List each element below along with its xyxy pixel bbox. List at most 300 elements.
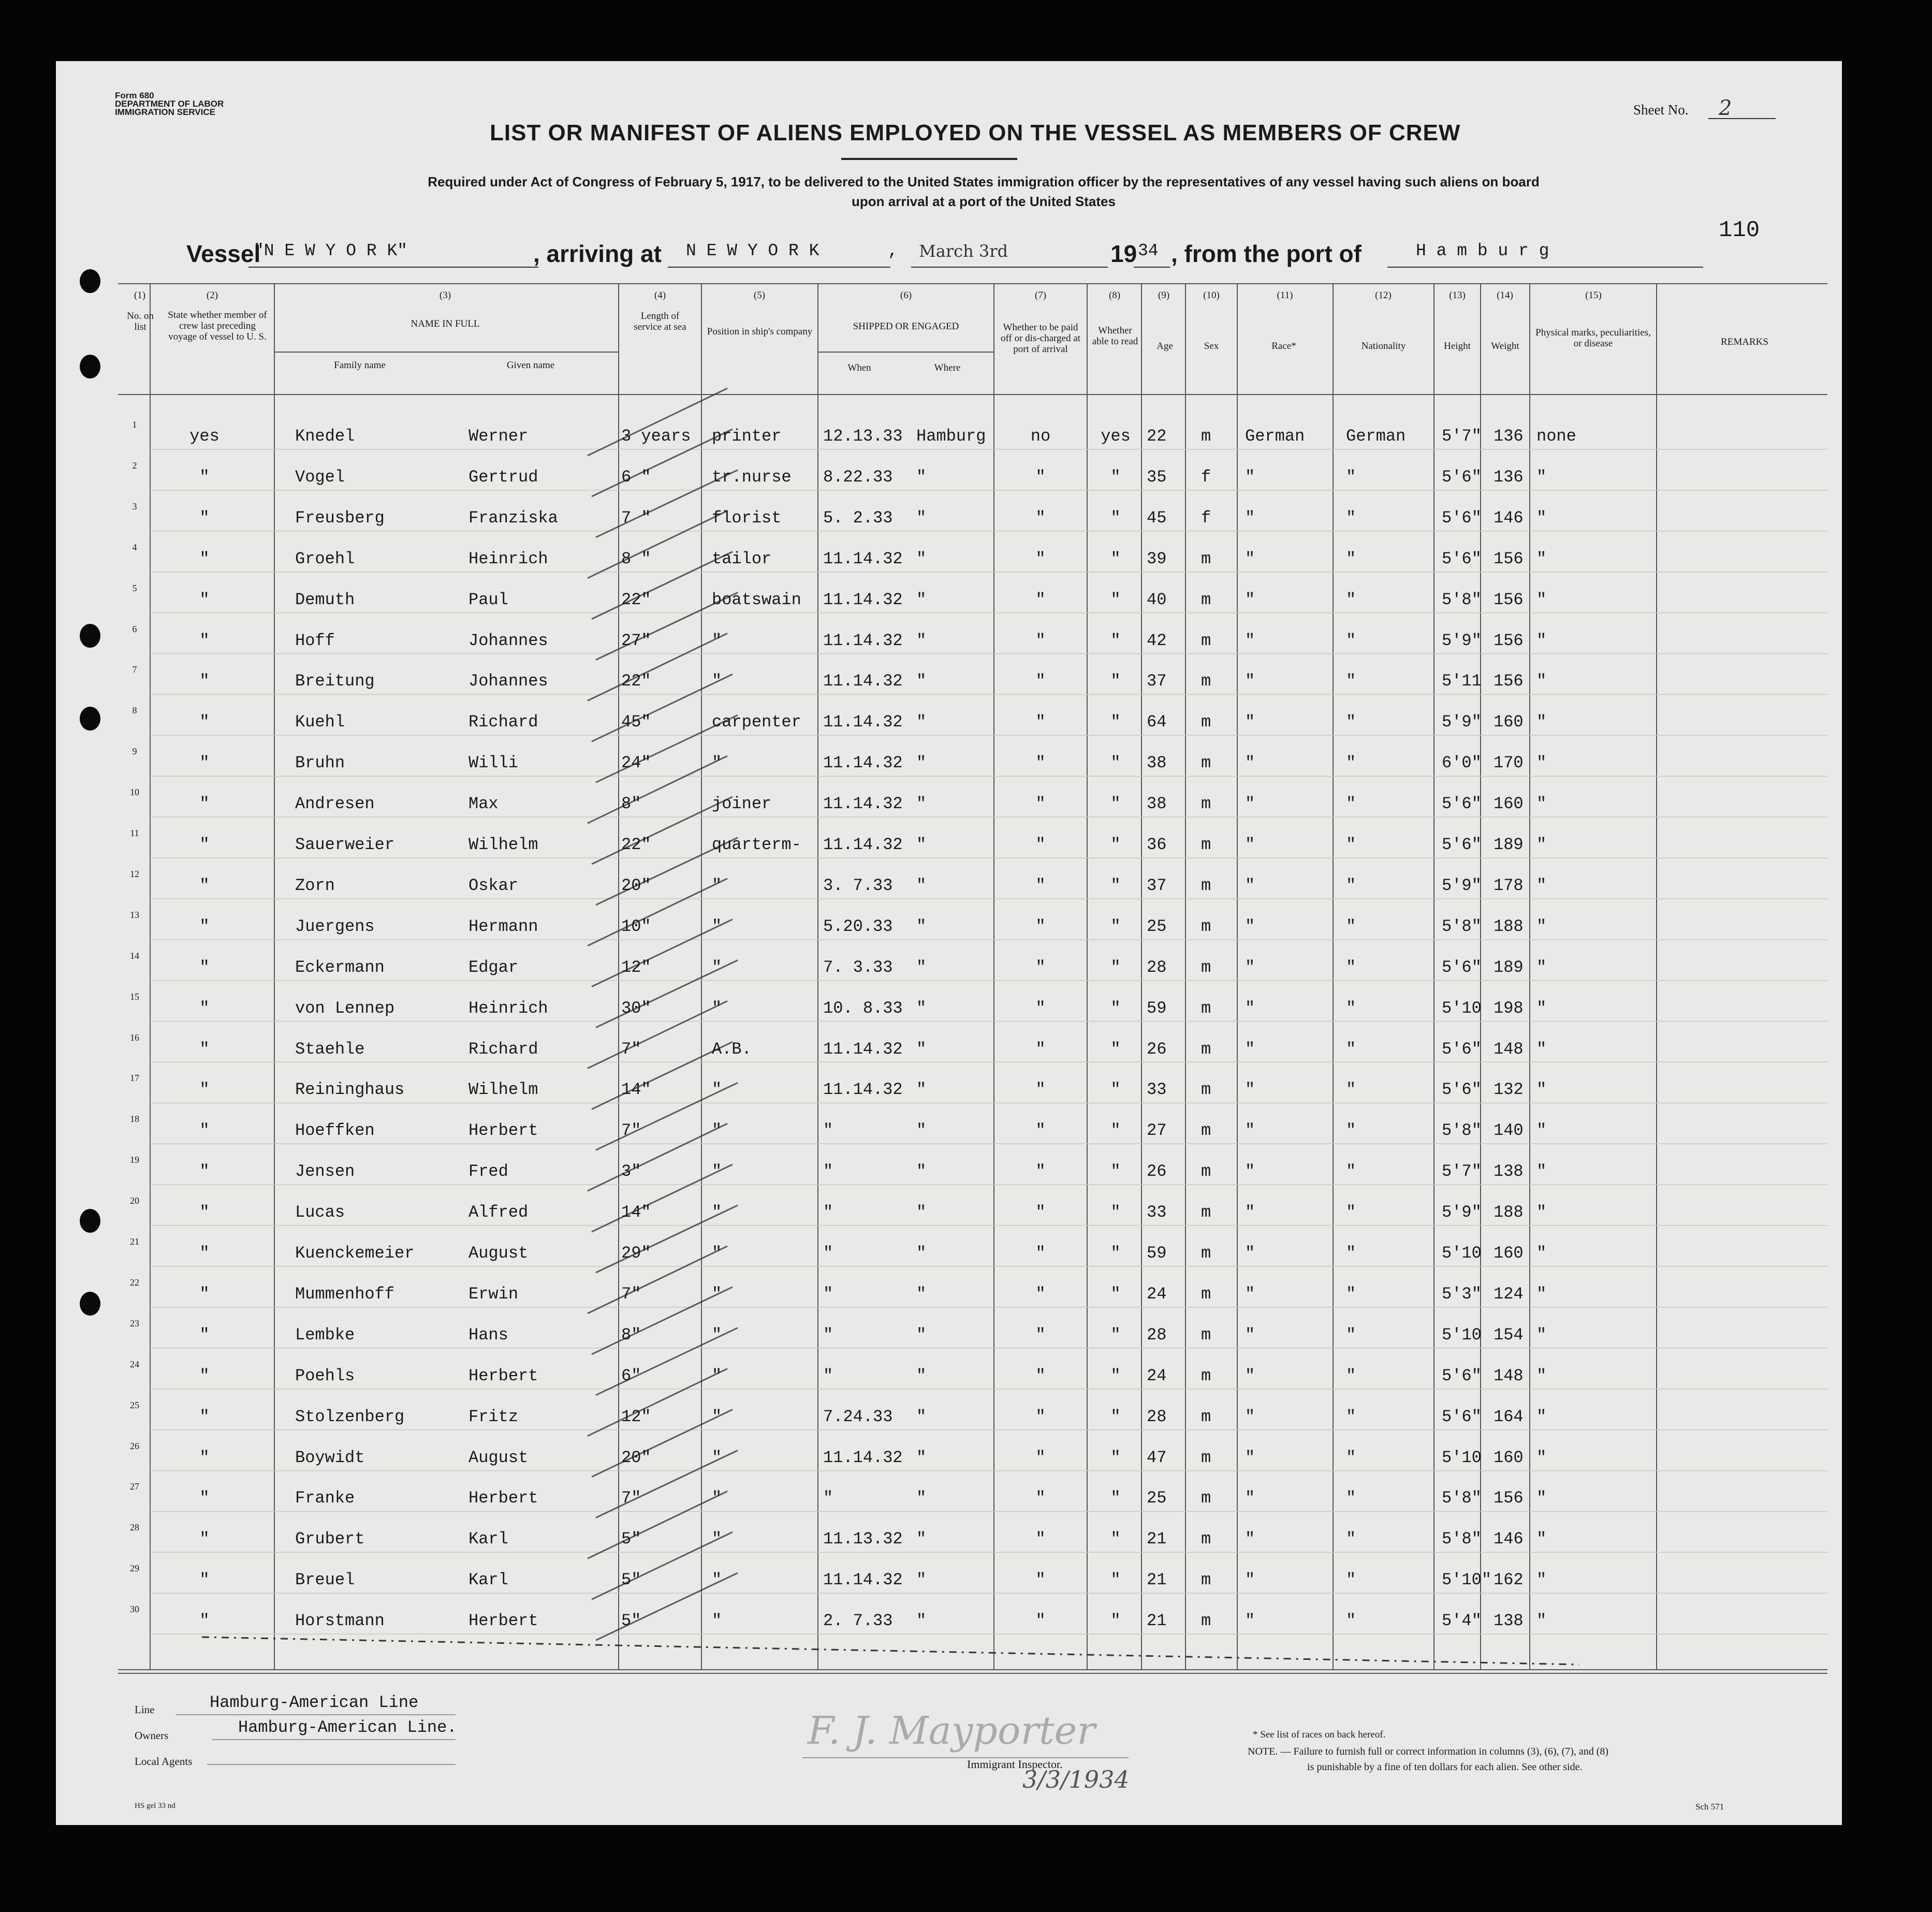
cell-prev: " (199, 1488, 210, 1508)
cell-nat: " (1346, 1244, 1356, 1263)
cell-read: " (1110, 1284, 1121, 1304)
cell-age: 21 (1147, 1529, 1167, 1549)
cell-where: Hamburg (916, 427, 986, 446)
cell-position: " (712, 1325, 722, 1345)
page-number: 110 (1719, 217, 1760, 243)
cell-sex: m (1201, 631, 1211, 650)
cell-weight: 156 (1494, 672, 1524, 691)
cell-given: Herbert (469, 1488, 538, 1508)
cell-prev: " (199, 1039, 210, 1059)
cell-paid: " (1035, 1162, 1046, 1181)
cell-age: 42 (1147, 631, 1167, 650)
cell-height: 6'0" (1442, 753, 1482, 773)
cell-marks: " (1536, 1203, 1547, 1222)
department-name: DEPARTMENT OF LABOR (115, 99, 224, 109)
cell-family: Sauerweier (295, 835, 395, 854)
cell-sex: m (1201, 1325, 1211, 1345)
col14-header: Weight (1491, 341, 1519, 352)
row-number: 29 (130, 1563, 139, 1574)
col6-where-header: Where (934, 362, 961, 373)
cell-family: Knedel (295, 427, 355, 446)
cell-given: Hans (469, 1325, 508, 1345)
cell-marks: " (1536, 1366, 1547, 1385)
cell-service: 8" (621, 794, 641, 814)
cell-sex: m (1201, 1611, 1211, 1631)
cell-family: Poehls (295, 1366, 355, 1385)
cell-age: 37 (1147, 672, 1167, 691)
cell-where: " (916, 835, 927, 854)
row-number: 18 (130, 1114, 139, 1125)
cell-sex: m (1201, 957, 1211, 977)
cell-given: Werner (469, 427, 529, 446)
cell-race: " (1245, 794, 1255, 814)
cell-where: " (916, 753, 927, 773)
cell-nat: " (1346, 1325, 1356, 1345)
cell-sex: m (1201, 835, 1211, 854)
cell-when: " (823, 1121, 833, 1141)
cell-position: " (712, 998, 722, 1018)
cell-height: 5'9" (1442, 875, 1482, 895)
cell-race: " (1245, 1448, 1255, 1467)
cell-sex: m (1201, 1162, 1211, 1181)
year-prefix: 19 (1110, 240, 1137, 267)
cell-race: German (1245, 427, 1305, 446)
cell-weight: 160 (1494, 1244, 1524, 1263)
vessel-label: Vessel (186, 240, 261, 267)
cell-read: " (1110, 998, 1121, 1018)
cell-read: " (1110, 1121, 1121, 1141)
col3-given-header: Given name (506, 360, 555, 371)
cell-when: 11.14.32 (823, 631, 903, 650)
cell-paid: " (1035, 1203, 1046, 1222)
cell-where: " (916, 590, 927, 609)
row-number: 7 (132, 664, 137, 675)
cell-height: 5'10 (1442, 1325, 1482, 1345)
cell-sex: m (1201, 1121, 1211, 1141)
cell-position: joiner (712, 794, 772, 814)
cell-prev: " (199, 1080, 210, 1100)
col10-number: (10) (1203, 290, 1220, 301)
cell-read: " (1110, 1407, 1121, 1426)
cell-marks: " (1536, 712, 1547, 732)
cell-family: Stolzenberg (295, 1407, 405, 1426)
cell-nat: " (1346, 1407, 1356, 1426)
cell-position: printer (712, 427, 782, 446)
cell-given: August (469, 1244, 529, 1263)
cell-when: 11.14.32 (823, 1080, 903, 1100)
cell-where: " (916, 1448, 927, 1467)
cell-service: 14" (621, 1080, 651, 1100)
cell-where: " (916, 549, 927, 568)
cell-paid: " (1035, 835, 1046, 854)
cell-nat: " (1346, 549, 1356, 568)
col10-header: Sex (1204, 341, 1219, 352)
cell-given: Hermann (469, 916, 538, 936)
row-number: 6 (132, 623, 137, 634)
cell-sex: m (1201, 1488, 1211, 1508)
cell-nat: " (1346, 794, 1356, 814)
cell-race: " (1245, 1244, 1255, 1263)
cell-height: 5'3" (1442, 1284, 1482, 1304)
row-number: 28 (130, 1522, 139, 1533)
cell-where: " (916, 1162, 927, 1181)
cell-prev: " (199, 1570, 210, 1590)
cell-paid: " (1035, 753, 1046, 773)
cell-nat: " (1346, 631, 1356, 650)
cell-read: " (1110, 590, 1121, 609)
cell-family: Jensen (295, 1162, 355, 1181)
cell-height: 5'6" (1442, 794, 1482, 814)
cell-height: 5'8" (1442, 1488, 1482, 1508)
col13-header: Height (1444, 341, 1471, 352)
cell-race: " (1245, 835, 1255, 854)
vessel-name: "N E W Y O R K" (254, 241, 408, 260)
cell-paid: " (1035, 467, 1046, 487)
cell-read: yes (1101, 427, 1131, 446)
cell-height: 5'9" (1442, 631, 1482, 650)
cell-nat: " (1346, 753, 1356, 773)
cell-race: " (1245, 1121, 1255, 1141)
cell-nat: " (1346, 998, 1356, 1018)
cell-when: 11.14.32 (823, 549, 903, 568)
cell-paid: " (1035, 1121, 1046, 1141)
cell-given: Richard (469, 1039, 538, 1059)
cell-position: " (712, 672, 722, 691)
cell-family: Groehl (295, 549, 355, 568)
cell-weight: 156 (1494, 590, 1524, 609)
cell-race: " (1245, 1162, 1255, 1181)
cell-position: " (712, 1488, 722, 1508)
cell-nat: " (1346, 1366, 1356, 1385)
cell-nat: " (1346, 1203, 1356, 1222)
cell-sex: m (1201, 875, 1211, 895)
form-code: Form 680 (115, 91, 154, 100)
cell-prev: " (199, 916, 210, 936)
cell-service: 20" (621, 1448, 651, 1467)
cell-prev: " (199, 631, 210, 650)
cell-height: 5'9" (1442, 712, 1482, 732)
cell-sex: m (1201, 590, 1211, 609)
cell-read: " (1110, 631, 1121, 650)
cell-read: " (1110, 508, 1121, 528)
cell-where: " (916, 467, 927, 487)
cell-prev: " (199, 549, 210, 568)
cell-height: 5'6" (1442, 549, 1482, 568)
cell-height: 5'6" (1442, 835, 1482, 854)
row-number: 13 (130, 909, 139, 920)
cell-given: Alfred (469, 1203, 529, 1222)
col11-number: (11) (1277, 290, 1293, 301)
cell-weight: 160 (1494, 1448, 1524, 1467)
cell-weight: 170 (1494, 753, 1524, 773)
cell-age: 59 (1147, 998, 1167, 1018)
cell-race: " (1245, 590, 1255, 609)
cell-where: " (916, 1039, 927, 1059)
cell-given: Richard (469, 712, 538, 732)
cell-service: 6" (621, 1366, 641, 1385)
cell-height: 5'6" (1442, 467, 1482, 487)
cell-read: " (1110, 1448, 1121, 1467)
cell-family: Hoeffken (295, 1121, 375, 1141)
cell-read: " (1110, 916, 1121, 936)
arrival-year: 34 (1138, 241, 1159, 260)
cell-where: " (916, 1121, 927, 1141)
cell-family: Zorn (295, 875, 335, 895)
cell-where: " (916, 1203, 927, 1222)
cell-sex: m (1201, 1039, 1211, 1059)
cell-age: 21 (1147, 1570, 1167, 1590)
cell-nat: " (1346, 1611, 1356, 1631)
cell-paid: " (1035, 672, 1046, 691)
cell-service: 5" (621, 1529, 641, 1549)
cell-where: " (916, 712, 927, 732)
cell-given: Herbert (469, 1611, 538, 1631)
inspector-label: Immigrant Inspector. (967, 1758, 1063, 1771)
cell-race: " (1245, 712, 1255, 732)
cell-sex: m (1201, 1407, 1211, 1426)
cell-prev: " (199, 1244, 210, 1263)
cell-paid: " (1035, 1407, 1046, 1426)
row-number: 1 (132, 419, 137, 430)
cell-where: " (916, 1611, 927, 1631)
cell-age: 38 (1147, 753, 1167, 773)
cell-nat: " (1346, 467, 1356, 487)
col1-number: (1) (134, 290, 146, 301)
col6-number: (6) (900, 290, 912, 301)
cell-nat: " (1346, 916, 1356, 936)
cell-marks: " (1536, 467, 1547, 487)
cell-weight: 189 (1494, 835, 1524, 854)
cell-read: " (1110, 1529, 1121, 1549)
cell-given: Wilhelm (469, 835, 538, 854)
cell-nat: " (1346, 875, 1356, 895)
page-title: LIST OR MANIFEST OF ALIENS EMPLOYED ON THE VESSEL AS MEMBERS OF CREW (490, 120, 1461, 145)
cell-race: " (1245, 631, 1255, 650)
row-number: 12 (130, 868, 139, 879)
cell-when: 11.14.32 (823, 590, 903, 609)
cell-race: " (1245, 1488, 1255, 1508)
row-number: 4 (132, 542, 137, 552)
col5-header: Position in ship's company (707, 326, 813, 337)
cell-prev: " (199, 794, 210, 814)
cell-given: Heinrich (469, 549, 548, 568)
sheet-label: Sheet No. (1633, 102, 1689, 118)
cell-marks: " (1536, 1162, 1547, 1181)
cell-given: Fred (469, 1162, 508, 1181)
printer-code: HS gel 33 nd (135, 1802, 175, 1810)
cell-where: " (916, 957, 927, 977)
cell-service: 7" (621, 1039, 641, 1059)
cell-age: 64 (1147, 712, 1167, 732)
cell-position: boatswain (712, 590, 801, 609)
cell-nat: " (1346, 712, 1356, 732)
owners-value: Hamburg-American Line. (238, 1718, 457, 1737)
row-number: 10 (130, 787, 139, 798)
cell-height: 5'8" (1442, 1529, 1482, 1549)
cell-age: 22 (1147, 427, 1167, 446)
cell-given: Fritz (469, 1407, 519, 1426)
col2-header: State whether member of crew last preceding voyage of vessel to U. S. (168, 310, 267, 342)
inspection-date: 3/3/1934 (1022, 1765, 1130, 1793)
cell-age: 40 (1147, 590, 1167, 609)
cell-service: 12" (621, 1407, 651, 1426)
cell-weight: 188 (1494, 916, 1524, 936)
cell-marks: " (1536, 508, 1547, 528)
cell-sex: m (1201, 1244, 1211, 1263)
cell-weight: 136 (1494, 467, 1524, 487)
cell-given: Oskar (469, 875, 519, 895)
cell-given: August (469, 1448, 529, 1467)
cell-position: " (712, 1121, 722, 1141)
cell-when: 11.14.32 (823, 672, 903, 691)
cell-nat: " (1346, 1448, 1356, 1467)
cell-given: Herbert (469, 1121, 538, 1141)
arrival-port: N E W Y O R K (686, 241, 819, 260)
cell-weight: 160 (1494, 794, 1524, 814)
cell-given: Johannes (469, 672, 548, 691)
cell-family: Vogel (295, 467, 345, 487)
cell-where: " (916, 1407, 927, 1426)
cell-service: 12" (621, 957, 651, 977)
cell-given: Willi (469, 753, 519, 773)
cell-position: " (712, 1366, 722, 1385)
cell-nat: " (1346, 1080, 1356, 1100)
cell-read: " (1110, 1162, 1121, 1181)
cell-prev: " (199, 712, 210, 732)
col9-header: Age (1157, 341, 1173, 352)
cell-height: 5'10" (1442, 1570, 1492, 1590)
cell-race: " (1245, 1570, 1255, 1590)
cell-where: " (916, 631, 927, 650)
cell-when: " (823, 1366, 833, 1385)
cell-position: " (712, 1611, 722, 1631)
cell-read: " (1110, 753, 1121, 773)
local-agents-label: Local Agents (135, 1755, 193, 1768)
row-number: 11 (130, 828, 139, 838)
cell-marks: " (1536, 1080, 1547, 1100)
cell-read: " (1110, 549, 1121, 568)
cell-given: Karl (469, 1529, 508, 1549)
row-number: 17 (130, 1073, 139, 1084)
cell-position: tr.nurse (712, 467, 792, 487)
cell-read: " (1110, 1325, 1121, 1345)
cell-family: Horstmann (295, 1611, 385, 1631)
cell-when: 11.13.32 (823, 1529, 903, 1549)
cell-service: 29" (621, 1244, 651, 1263)
cell-sex: m (1201, 1529, 1211, 1549)
subtitle-line-1: Required under Act of Congress of February 5, 1917, to be delivered to the United States immigration officer by the representatives of any vessel having such aliens on board (428, 174, 1540, 189)
cell-race: " (1245, 916, 1255, 936)
cell-position: " (712, 916, 722, 936)
cell-where: " (916, 1529, 927, 1549)
cell-given: Franziska (469, 508, 558, 528)
cell-read: " (1110, 1244, 1121, 1263)
cell-prev: " (199, 1162, 210, 1181)
cell-weight: 198 (1494, 998, 1524, 1018)
owners-label: Owners (135, 1729, 169, 1742)
cell-paid: " (1035, 1448, 1046, 1467)
col7-header: Whether to be paid off or dis-charged at port of arrival (1001, 322, 1080, 355)
cell-weight: 178 (1494, 875, 1524, 895)
cell-marks: " (1536, 1325, 1547, 1345)
fine-note-2: is punishable by a fine of ten dollars for each alien. See other side. (1307, 1761, 1583, 1773)
cell-read: " (1110, 672, 1121, 691)
cell-marks: " (1536, 590, 1547, 609)
col4-number: (4) (654, 290, 666, 301)
cell-when: 12.13.33 (823, 427, 903, 446)
cell-family: Demuth (295, 590, 355, 609)
cell-race: " (1245, 1407, 1255, 1426)
cell-when: 2. 7.33 (823, 1611, 893, 1631)
cell-when: 11.14.32 (823, 1039, 903, 1059)
cell-service: 6 " (621, 467, 651, 487)
line-value: Hamburg-American Line (210, 1693, 419, 1712)
cell-height: 5'6" (1442, 508, 1482, 528)
cell-nat: " (1346, 1284, 1356, 1304)
cell-marks: " (1536, 1284, 1547, 1304)
cell-service: 14" (621, 1203, 651, 1222)
cell-marks: " (1536, 753, 1547, 773)
cell-nat: " (1346, 1488, 1356, 1508)
cell-family: Grubert (295, 1529, 365, 1549)
cell-read: " (1110, 835, 1121, 854)
cell-when: 11.14.32 (823, 753, 903, 773)
cell-paid: " (1035, 794, 1046, 814)
cell-when: 11.14.32 (823, 794, 903, 814)
cell-marks: " (1536, 916, 1547, 936)
cell-prev: " (199, 835, 210, 854)
cell-marks: " (1536, 549, 1547, 568)
arriving-label: , arriving at (533, 240, 662, 267)
cell-weight: 156 (1494, 1488, 1524, 1508)
cell-position: " (712, 1203, 722, 1222)
cell-weight: 188 (1494, 1203, 1524, 1222)
cell-marks: " (1536, 1039, 1547, 1059)
inspector-signature: F. J. Mayporter (808, 1709, 1095, 1753)
cell-where: " (916, 1325, 927, 1345)
cell-when: " (823, 1284, 833, 1304)
cell-sex: m (1201, 672, 1211, 691)
cell-read: " (1110, 1611, 1121, 1631)
cell-paid: no (1030, 427, 1051, 446)
cell-race: " (1245, 467, 1255, 487)
cell-read: " (1110, 875, 1121, 895)
cell-paid: " (1035, 1080, 1046, 1100)
cell-when: 10. 8.33 (823, 998, 903, 1018)
cell-marks: " (1536, 1244, 1547, 1263)
cell-race: " (1245, 753, 1255, 773)
cell-race: " (1245, 998, 1255, 1018)
cell-service: 7" (621, 1121, 641, 1141)
cell-paid: " (1035, 631, 1046, 650)
cell-nat: " (1346, 957, 1356, 977)
col13-number: (13) (1449, 290, 1466, 301)
cell-service: 5" (621, 1611, 641, 1631)
cell-paid: " (1035, 916, 1046, 936)
cell-age: 45 (1147, 508, 1167, 528)
cell-given: Karl (469, 1570, 508, 1590)
cell-read: " (1110, 712, 1121, 732)
cell-read: " (1110, 794, 1121, 814)
cell-sex: m (1201, 1366, 1211, 1385)
cell-sex: m (1201, 712, 1211, 732)
cell-height: 5'7" (1442, 1162, 1482, 1181)
cell-marks: " (1536, 875, 1547, 895)
row-number: 19 (130, 1155, 139, 1165)
cell-family: Reininghaus (295, 1080, 405, 1100)
cell-family: Mummenhoff (295, 1284, 395, 1304)
cell-position: " (712, 1529, 722, 1549)
